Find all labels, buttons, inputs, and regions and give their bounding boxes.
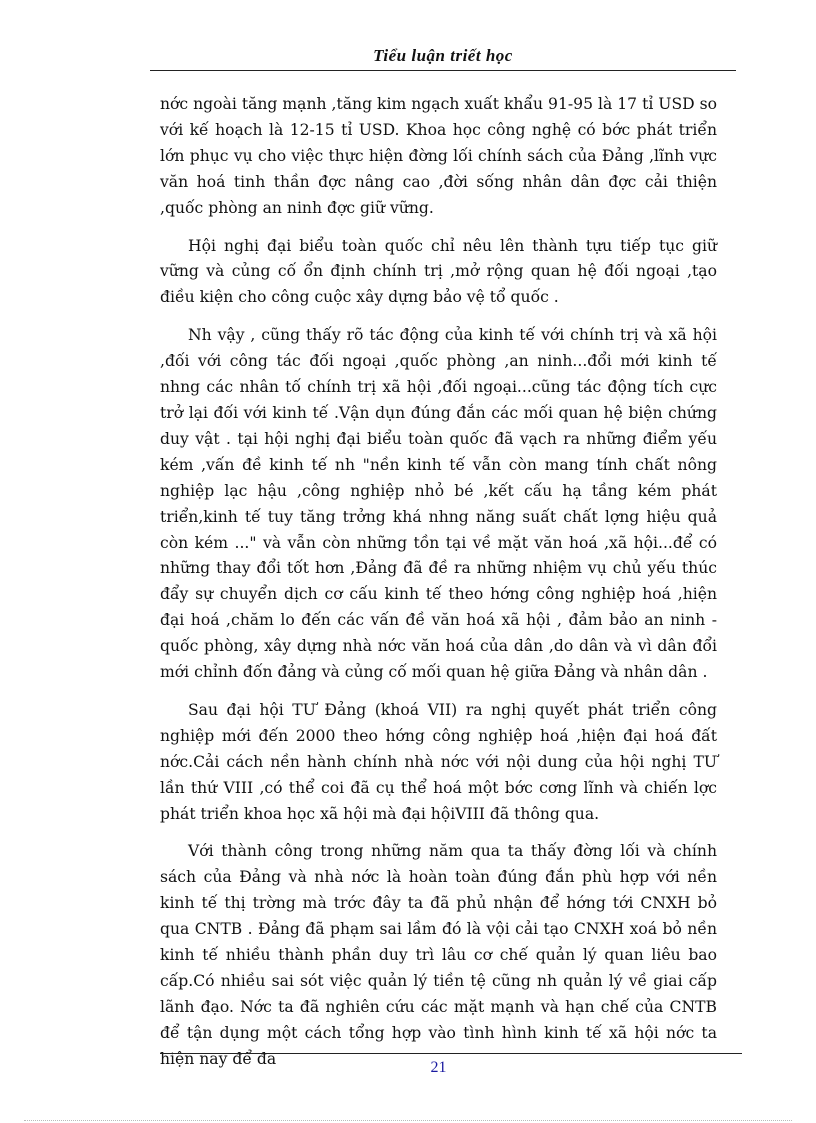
header-divider bbox=[150, 70, 736, 71]
paragraph-3: Nh vậy , cũng thấy rõ tác động của kinh tế với chính trị và xã hội ,đối với công tác đối ngoại ,quốc phòng ,an ninh...đổi mới kinh tế nhng các nhân tố chính trị xã hội ,đối ngoại...cũng tác động tích cực trở lại đối với kinh tế .Vận dụn đúng đắn các mối quan hệ biện chứng duy vật . tại hội nghị đại biểu toàn quốc đã vạch ra những điểm yếu kém ,vấn đề kinh tế nh "nền kinh tế vẫn còn mang tính chất nông nghiệp lạc hậu ,công nghiệp nhỏ bé ,kết cấu hạ tầng kém phát triển,kinh tế tuy tăng trởng khá nhng năng suất chất lợng hiệu quả còn kém ..." và vẫn còn những tồn tại về mặt văn hoá ,xã hội...để có những thay đổi tốt hơn ,Đảng đã đề ra những nhiệm vụ chủ yếu thúc đẩy sự chuyển dịch cơ cấu kinh tế theo hớng công nghiệp hoá ,hiện đại hoá ,chăm lo đến các vấn đề văn hoá xã hội , đảm bảo an ninh -quốc phòng, xây dựng nhà nớc văn hoá của dân ,do dân và vì dân đổi mới chỉnh đốn đảng và củng cố mối quan hệ giữa Đảng và nhân dân . bbox=[160, 326, 717, 682]
page-bottom-edge bbox=[24, 1120, 792, 1121]
paragraph-1: nớc ngoài tăng mạnh ,tăng kim ngạch xuất khẩu 91-95 là 17 tỉ USD so với kế hoạch là 12-15 tỉ USD. Khoa học công nghệ có bớc phát triển lớn phục vụ cho việc thực hiện đờng lối chính sách của Đảng ,lĩnh vực văn hoá tinh thần đợc nâng cao ,đời sống nhân dân đợc cải thiện ,quốc phòng an ninh đợc giữ vững. bbox=[160, 95, 717, 217]
paragraph-2: Hội nghị đại biểu toàn quốc chỉ nêu lên thành tựu tiếp tục giữ vững và củng cố ổn định chính trị ,mở rộng quan hệ đối ngoại ,tạo điều kiện cho công cuộc xây dựng bảo vệ tổ quốc . bbox=[160, 236, 717, 307]
page-header-title: Tiểu luận triết học bbox=[373, 46, 513, 65]
paragraph-4: Sau đại hội TƯ Đảng (khoá VII) ra nghị quyết phát triển công nghiệp mới đến 2000 theo hớng công nghiệp hoá ,hiện đại hoá đất nớc.Cải cách nền hành chính nhà nớc với nội dung của hội nghị TƯ lần thứ VIII ,có thể coi đã cụ thể hoá một bớc cơng lĩnh và chiến lợc phát triển khoa học xã hội mà đại hộiVIII đã thông qua. bbox=[160, 700, 717, 823]
page-number: 21 bbox=[430, 1059, 447, 1076]
document-body bbox=[160, 92, 717, 1085]
footer-divider bbox=[160, 1053, 742, 1054]
paragraph-5: Với thành công trong những năm qua ta thấy đờng lối và chính sách của Đảng và nhà nớc là hoàn toàn đúng đắn phù hợp với nền kinh tế thị trờng mà trớc đây ta đã phủ nhận để hớng tới CNXH bỏ qua CNTB . Đảng đã phạm sai lầm đó là vội cải tạo CNXH xoá bỏ nền kinh tế nhiều thành phần duy trì lâu cơ chế quản lý quan liêu bao cấp.Có nhiều sai sót việc quản lý tiền tệ cũng nh quản lý về giai cấp lãnh đạo. Nớc ta đã nghiên cứu các mặt mạnh và hạn chế của CNTB để tận dụng một cách tổng hợp vào tình hình kinh tế xã hội nớc ta hiện nay để đa bbox=[160, 842, 717, 1068]
